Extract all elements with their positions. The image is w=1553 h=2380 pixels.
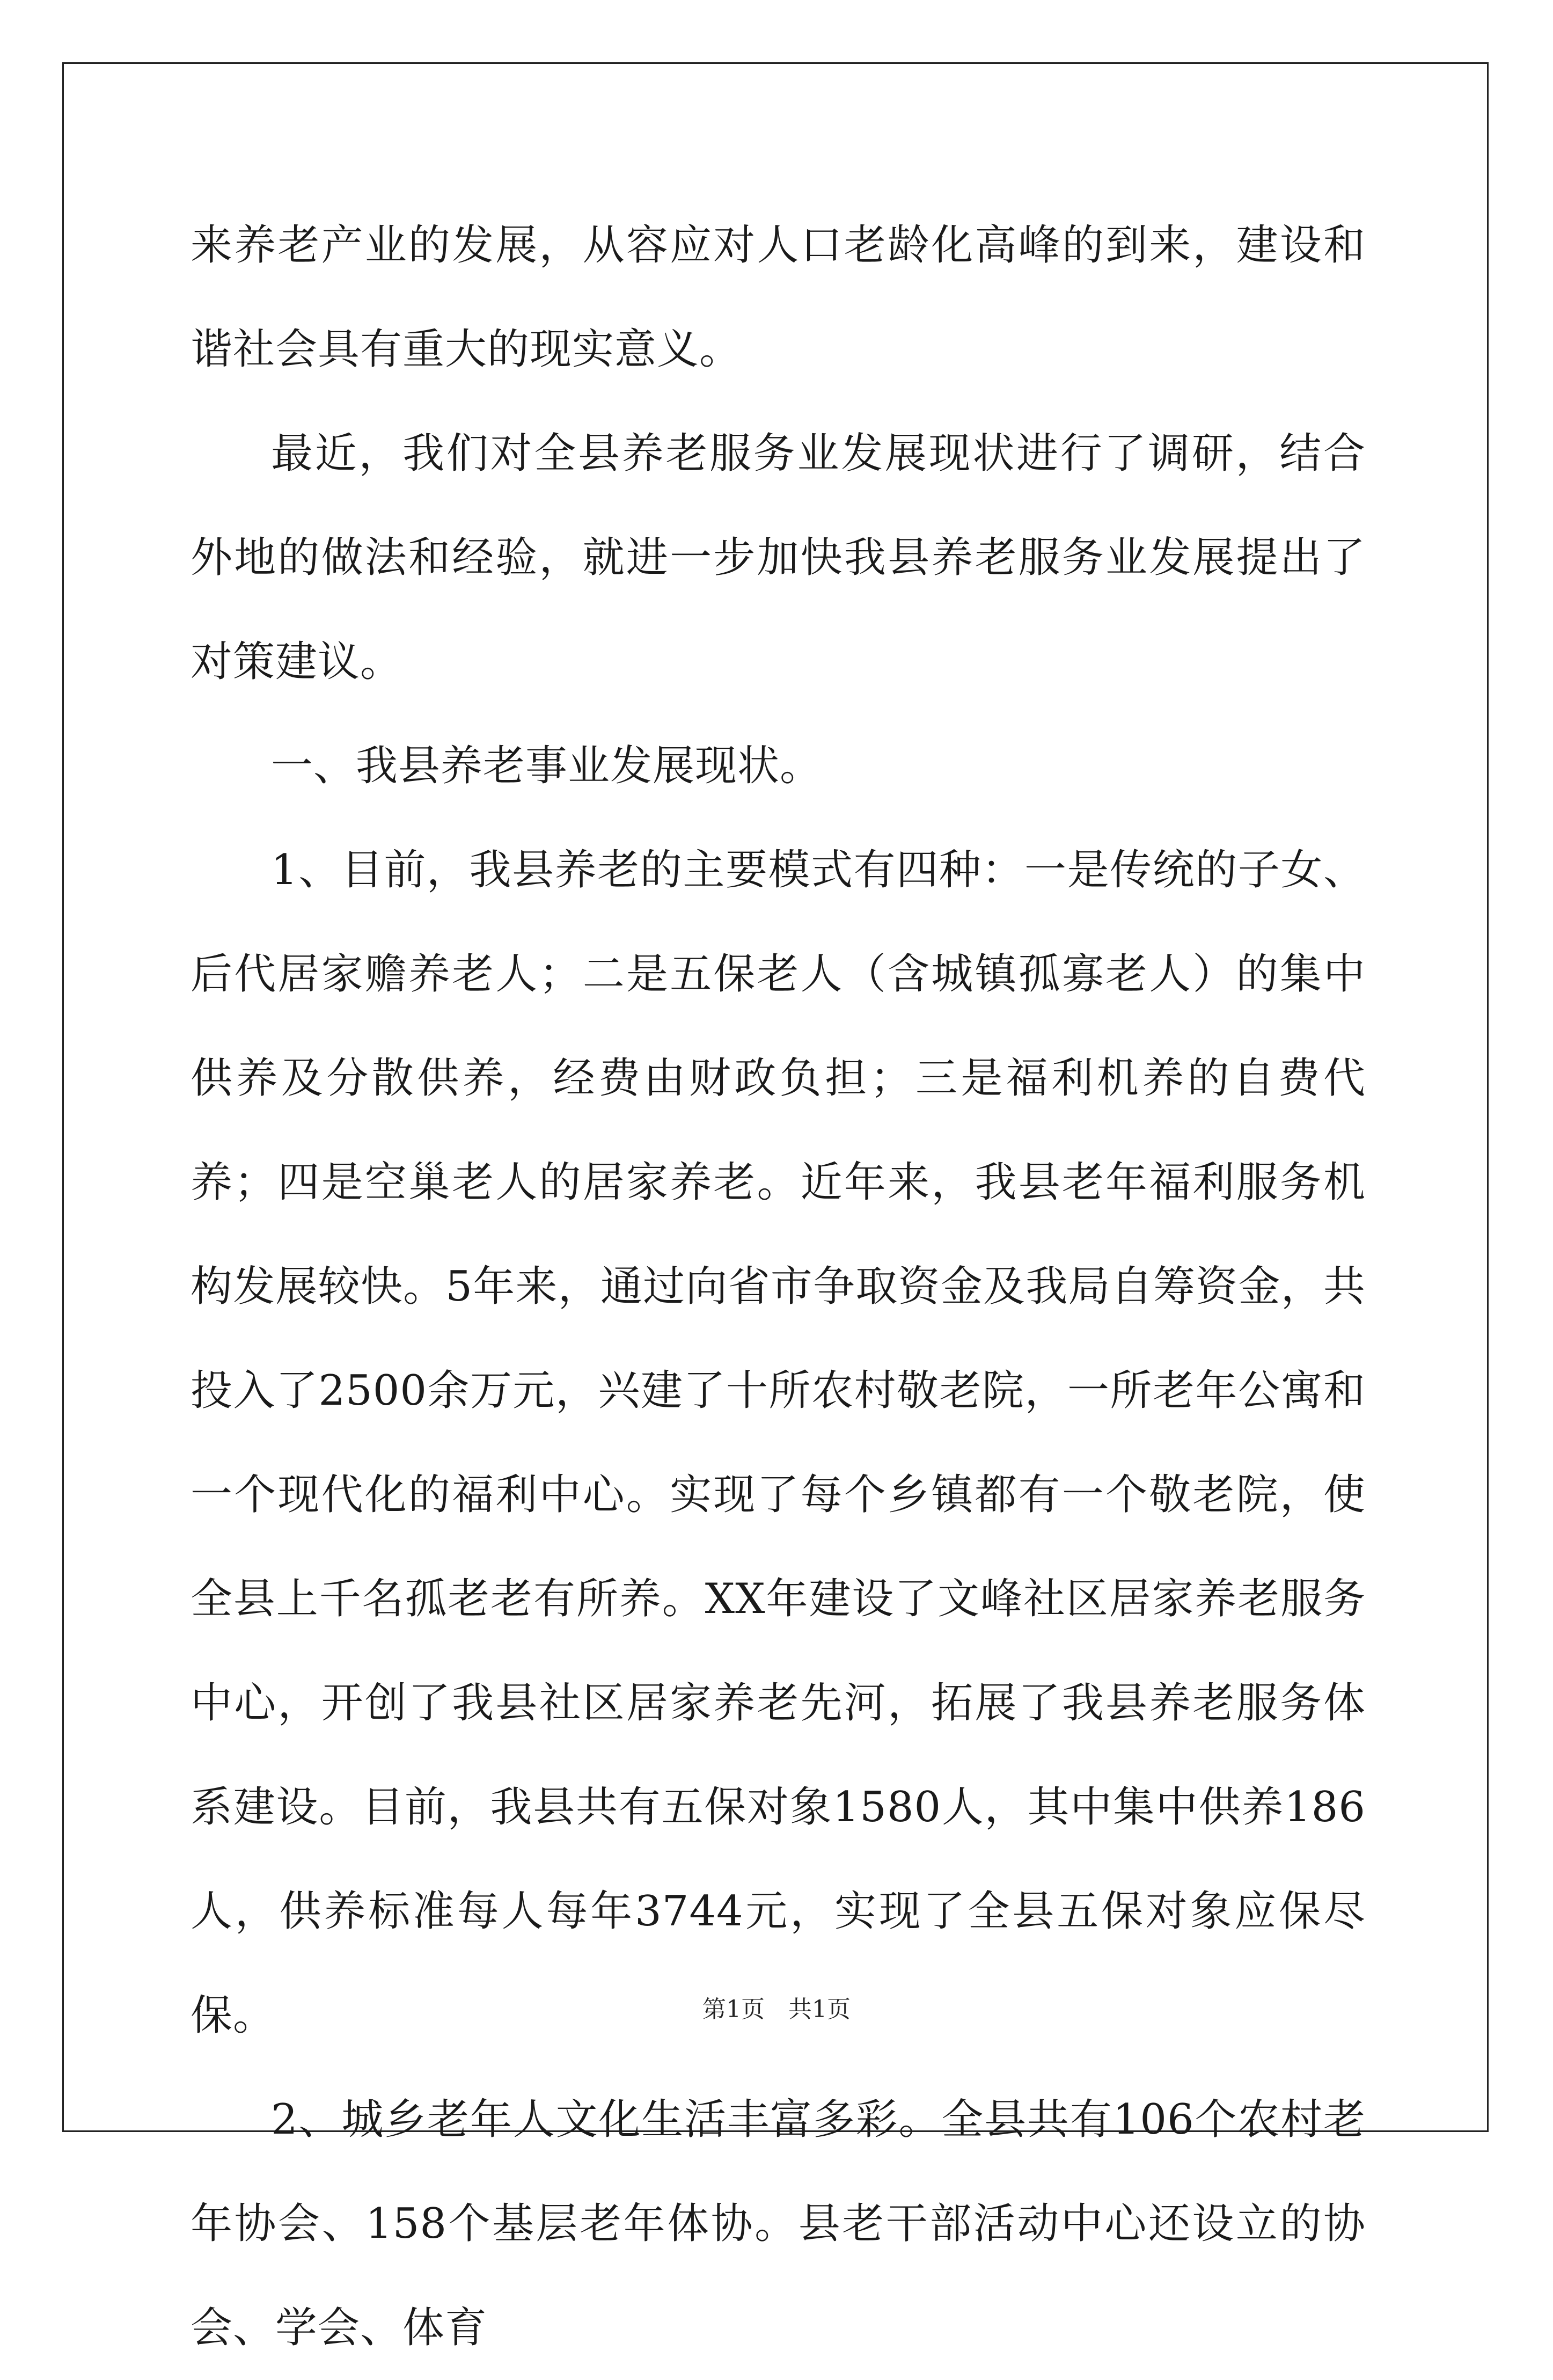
page-footer: 第1页 共1页: [702, 1996, 851, 2023]
paragraph-2: 最近，我们对全县养老服务业发展现状进行了调研，结合外地的做法和经验，就进一步加快我县养老服务业发展提出了对策建议。: [191, 429, 1366, 686]
section-heading: 一、我县养老事业发展现状。: [271, 742, 823, 790]
paragraph-1: 来养老产业的发展，从容应对人口老龄化高峰的到来，建设和谐社会具有重大的现实意义。: [191, 221, 1366, 374]
paragraph-4: 2、城乡老年人文化生活丰富多彩。全县共有106个农村老年协会、158个基层老年体协。县老干部活动中心还设立的协会、学会、体育: [191, 2096, 1366, 2352]
paragraph-3: 1、目前，我县养老的主要模式有四种：一是传统的子女、后代居家赡养老人；二是五保老人（含城镇孤寡老人）的集中供养及分散供养，经费由财政负担；三是福利机养的自费代养；四是空巢老人的居家养老。近年来，我县老年福利服务机构发展较快。5年来，通过向省市争取资金及我局自筹资金，共投入了2500余万元，兴建了十所农村敬老院，一所老年公寓和一个现代化的福利中心。实现了每个乡镇都有一个敬老院，使全县上千名孤老老有所养。XX年建设了文峰社区居家养老服务中心，开创了我县社区居家养老先河，拓展了我县养老服务体系建设。目前，我县共有五保对象1580人，其中集中供养186人，供养标准每人每年3744元，实现了全县五保对象应保尽保。: [191, 846, 1366, 2040]
document-body: [191, 193, 1366, 2380]
